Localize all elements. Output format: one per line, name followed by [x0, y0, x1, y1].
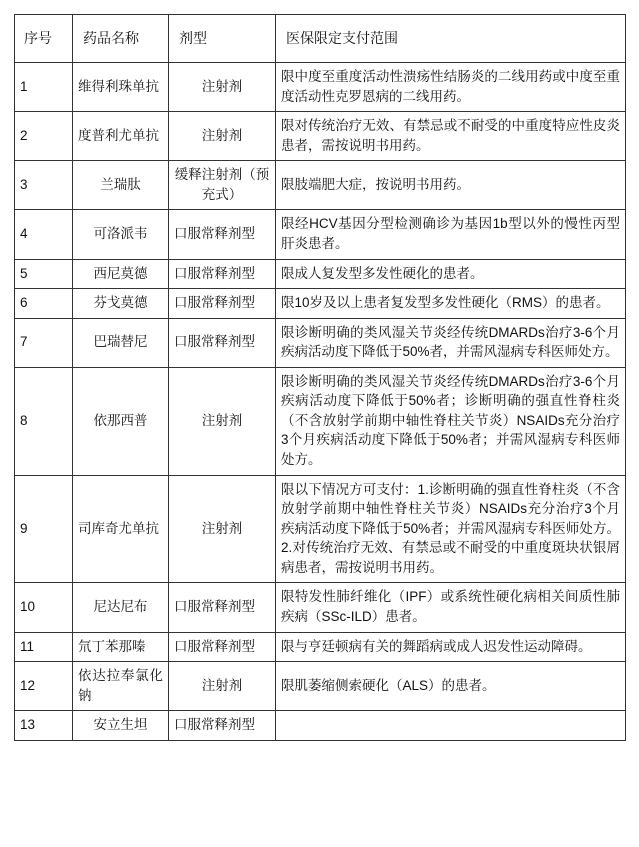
row-name: 度普利尤单抗 [73, 112, 169, 161]
table-row [15, 711, 626, 741]
column-header-scope: 医保限定支付范围 [276, 15, 626, 63]
row-scope: 限肢端肥大症，按说明书用药。 [276, 161, 626, 210]
row-seq: 3 [15, 161, 73, 210]
table-row [15, 63, 626, 112]
row-name: 芬戈莫德 [73, 289, 169, 319]
row-form: 口服常释剂型 [169, 711, 276, 741]
row-scope: 限肌萎缩侧索硬化（ALS）的患者。 [276, 662, 626, 711]
row-form: 注射剂 [169, 63, 276, 112]
row-seq: 13 [15, 711, 73, 741]
row-seq: 8 [15, 367, 73, 475]
row-scope: 限诊断明确的类风湿关节炎经传统DMARDs治疗3-6个月疾病活动度下降低于50%者，并需风湿病专科医师处方。 [276, 318, 626, 367]
row-scope: 限与亨廷顿病有关的舞蹈病或成人迟发性运动障碍。 [276, 632, 626, 662]
row-seq: 9 [15, 475, 73, 583]
column-header-seq: 序号 [15, 15, 73, 63]
row-scope: 限诊断明确的类风湿关节炎经传统DMARDs治疗3-6个月疾病活动度下降低于50%者；诊断明确的强直性脊柱炎（不含放射学前期中轴性脊柱关节炎）NSAIDs充分治疗3个月疾病活动度下降低于50%者；并需风湿病专科医师处方。 [276, 367, 626, 475]
row-scope [276, 711, 626, 741]
row-form: 缓释注射剂（预充式） [169, 161, 276, 210]
row-scope: 限特发性肺纤维化（IPF）或系统性硬化病相关间质性肺疾病（SSc-ILD）患者。 [276, 583, 626, 632]
row-seq: 6 [15, 289, 73, 319]
drug-payment-scope-table [14, 14, 626, 741]
row-name: 依达拉奉氯化钠 [73, 662, 169, 711]
row-scope: 限中度至重度活动性溃疡性结肠炎的二线用药或中度至重度活动性克罗恩病的二线用药。 [276, 63, 626, 112]
table-row [15, 318, 626, 367]
row-seq: 5 [15, 259, 73, 289]
row-seq: 10 [15, 583, 73, 632]
table-header-row [15, 15, 626, 63]
row-form: 注射剂 [169, 367, 276, 475]
row-scope: 限对传统治疗无效、有禁忌或不耐受的中重度特应性皮炎患者，需按说明书用药。 [276, 112, 626, 161]
row-form: 口服常释剂型 [169, 583, 276, 632]
table-row [15, 475, 626, 583]
row-scope: 限经HCV基因分型检测确诊为基因1b型以外的慢性丙型肝炎患者。 [276, 210, 626, 259]
row-scope: 限以下情况方可支付：1.诊断明确的强直性脊柱炎（不含放射学前期中轴性脊柱关节炎）NSAIDs充分治疗3个月疾病活动度下降低于50%者；并需风湿病专科医师处方。2.对传统治疗无效、有禁忌或不耐受的中重度斑块状银屑病患者，需按说明书用药。 [276, 475, 626, 583]
row-form: 口服常释剂型 [169, 632, 276, 662]
row-name: 西尼莫德 [73, 259, 169, 289]
row-scope: 限10岁及以上患者复发型多发性硬化（RMS）的患者。 [276, 289, 626, 319]
table-row [15, 289, 626, 319]
row-name: 可洛派韦 [73, 210, 169, 259]
row-seq: 4 [15, 210, 73, 259]
row-seq: 2 [15, 112, 73, 161]
row-name: 依那西普 [73, 367, 169, 475]
row-form: 口服常释剂型 [169, 318, 276, 367]
table-row [15, 583, 626, 632]
table-row [15, 210, 626, 259]
table-row [15, 112, 626, 161]
table-row [15, 259, 626, 289]
row-name: 维得利珠单抗 [73, 63, 169, 112]
row-name: 兰瑞肽 [73, 161, 169, 210]
row-form: 口服常释剂型 [169, 289, 276, 319]
row-name: 安立生坦 [73, 711, 169, 741]
row-seq: 12 [15, 662, 73, 711]
row-name: 氘丁苯那嗪 [73, 632, 169, 662]
column-header-name: 药品名称 [73, 15, 169, 63]
table-row [15, 367, 626, 475]
table-row [15, 161, 626, 210]
row-seq: 7 [15, 318, 73, 367]
column-header-form: 剂型 [169, 15, 276, 63]
row-seq: 1 [15, 63, 73, 112]
row-scope: 限成人复发型多发性硬化的患者。 [276, 259, 626, 289]
row-name: 尼达尼布 [73, 583, 169, 632]
row-form: 口服常释剂型 [169, 210, 276, 259]
row-form: 注射剂 [169, 662, 276, 711]
table-row [15, 632, 626, 662]
table-row [15, 662, 626, 711]
row-form: 注射剂 [169, 112, 276, 161]
row-name: 巴瑞替尼 [73, 318, 169, 367]
row-seq: 11 [15, 632, 73, 662]
row-form: 口服常释剂型 [169, 259, 276, 289]
row-name: 司库奇尤单抗 [73, 475, 169, 583]
row-form: 注射剂 [169, 475, 276, 583]
